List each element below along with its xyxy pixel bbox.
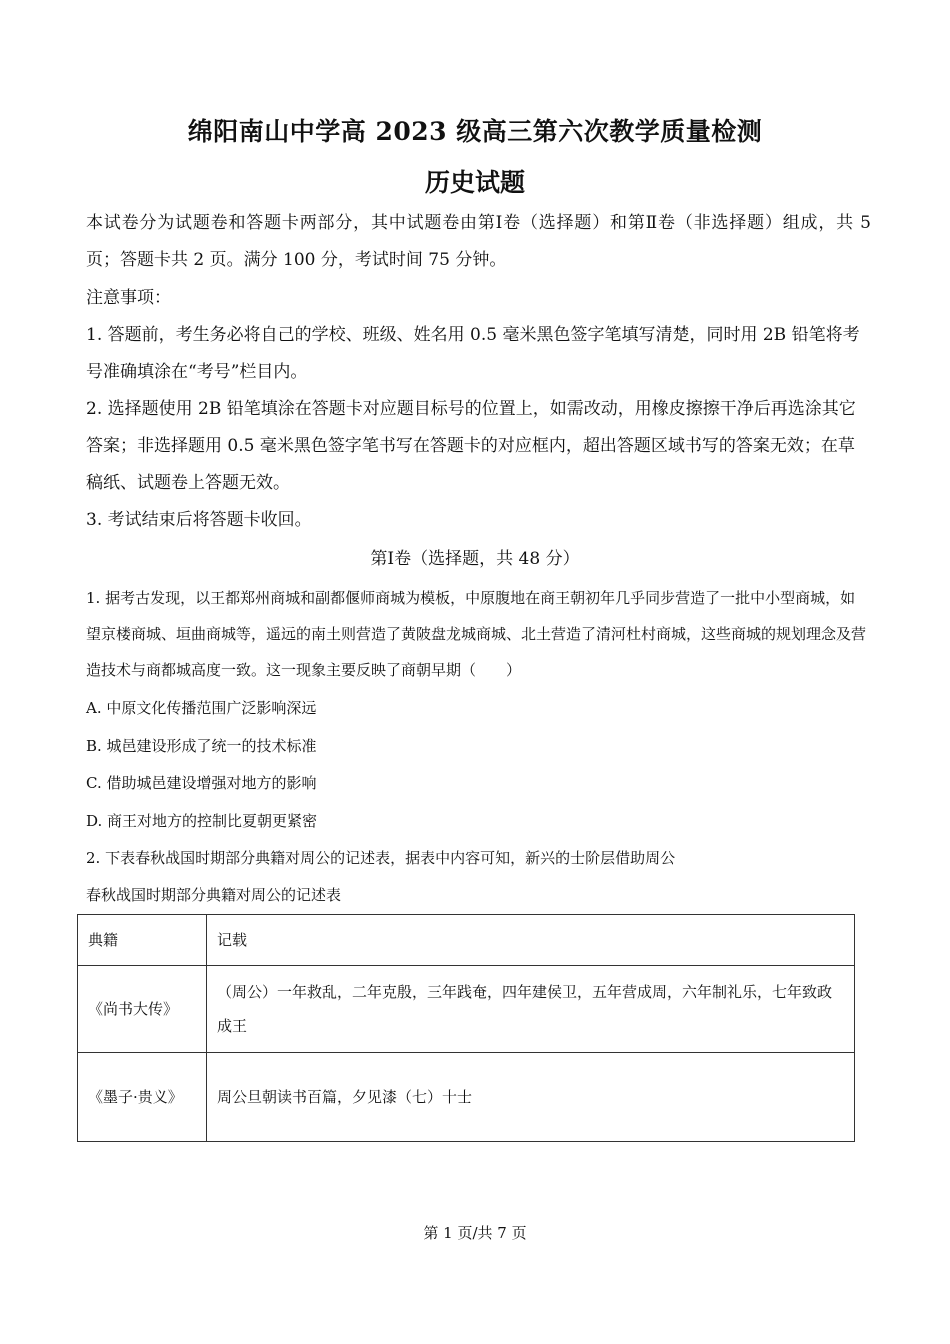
notice-item: 2. 选择题使用 2B 铅笔填涂在答题卡对应题目标号的位置上，如需改动，用橡皮擦擦干净后再选涂其它答案；非选择题用 0.5 毫米黑色签字笔书写在答题卡的对应框内，超出答题区域书写的答案无效；在草稿纸、试题卷上答题无效。: [86, 399, 856, 493]
header-cell-classic: 典籍: [78, 915, 207, 966]
table-cell-classic: 《尚书大传》: [78, 966, 207, 1053]
records-table: [77, 914, 855, 1142]
question-1-option-d: D. 商王对地方的控制比夏朝更紧密: [86, 812, 318, 830]
question-1-stem: 1. 据考古发现，以王都郑州商城和副都偃师商城为模板，中原腹地在商王朝初年几乎同步营造了一批中小型商城，如望京楼商城、垣曲商城等，遥远的南土则营造了黄陂盘龙城商城、北土营造了清河杜村商城，这些商城的规划理念及营造技术与商都城高度一致。这一现象主要反映了商朝早期（ ）: [86, 589, 867, 679]
question-1-option-a: A. 中原文化传播范围广泛影响深远: [86, 699, 317, 717]
table-header-row: [78, 915, 855, 966]
exam-title: 绵阳南山中学高 2023 级高三第六次教学质量检测: [187, 117, 763, 146]
header-cell-record: 记载: [207, 915, 855, 966]
table-caption: 春秋战国时期部分典籍对周公的记述表: [86, 886, 342, 904]
question-1-option-c: C. 借助城邑建设增强对地方的影响: [86, 774, 317, 792]
question-2-stem: 2. 下表春秋战国时期部分典籍对周公的记述表，据表中内容可知，新兴的士阶层借助周公: [86, 849, 676, 867]
notice-heading: 注意事项：: [86, 288, 171, 308]
table-row: [78, 966, 855, 1053]
table-row: [78, 1053, 855, 1142]
table-cell-record: 周公旦朝读书百篇，夕见漆（七）十士: [207, 1053, 855, 1142]
table-cell-record: （周公）一年救乱，二年克殷，三年践奄，四年建侯卫，五年营成周，六年制礼乐，七年致政成王: [207, 966, 855, 1053]
page-number: 第 1 页/共 7 页: [423, 1224, 527, 1242]
subject-title: 历史试题: [424, 168, 525, 197]
table-cell-classic: 《墨子·贵义》: [78, 1053, 207, 1142]
notice-item: 3. 考试结束后将答题卡收回。: [86, 510, 312, 530]
section-title: 第Ⅰ卷（选择题，共 48 分）: [370, 549, 580, 569]
exam-intro: 本试卷分为试题卷和答题卡两部分，其中试题卷由第Ⅰ卷（选择题）和第Ⅱ卷（非选择题）组成，共 5 页；答题卡共 2 页。满分 100 分，考试时间 75 分钟。: [86, 213, 871, 270]
notice-item: 1. 答题前，考生务必将自己的学校、班级、姓名用 0.5 毫米黑色签字笔填写清楚，同时用 2B 铅笔将考号准确填涂在“考号”栏目内。: [86, 325, 860, 382]
question-1-option-b: B. 城邑建设形成了统一的技术标准: [86, 737, 317, 755]
